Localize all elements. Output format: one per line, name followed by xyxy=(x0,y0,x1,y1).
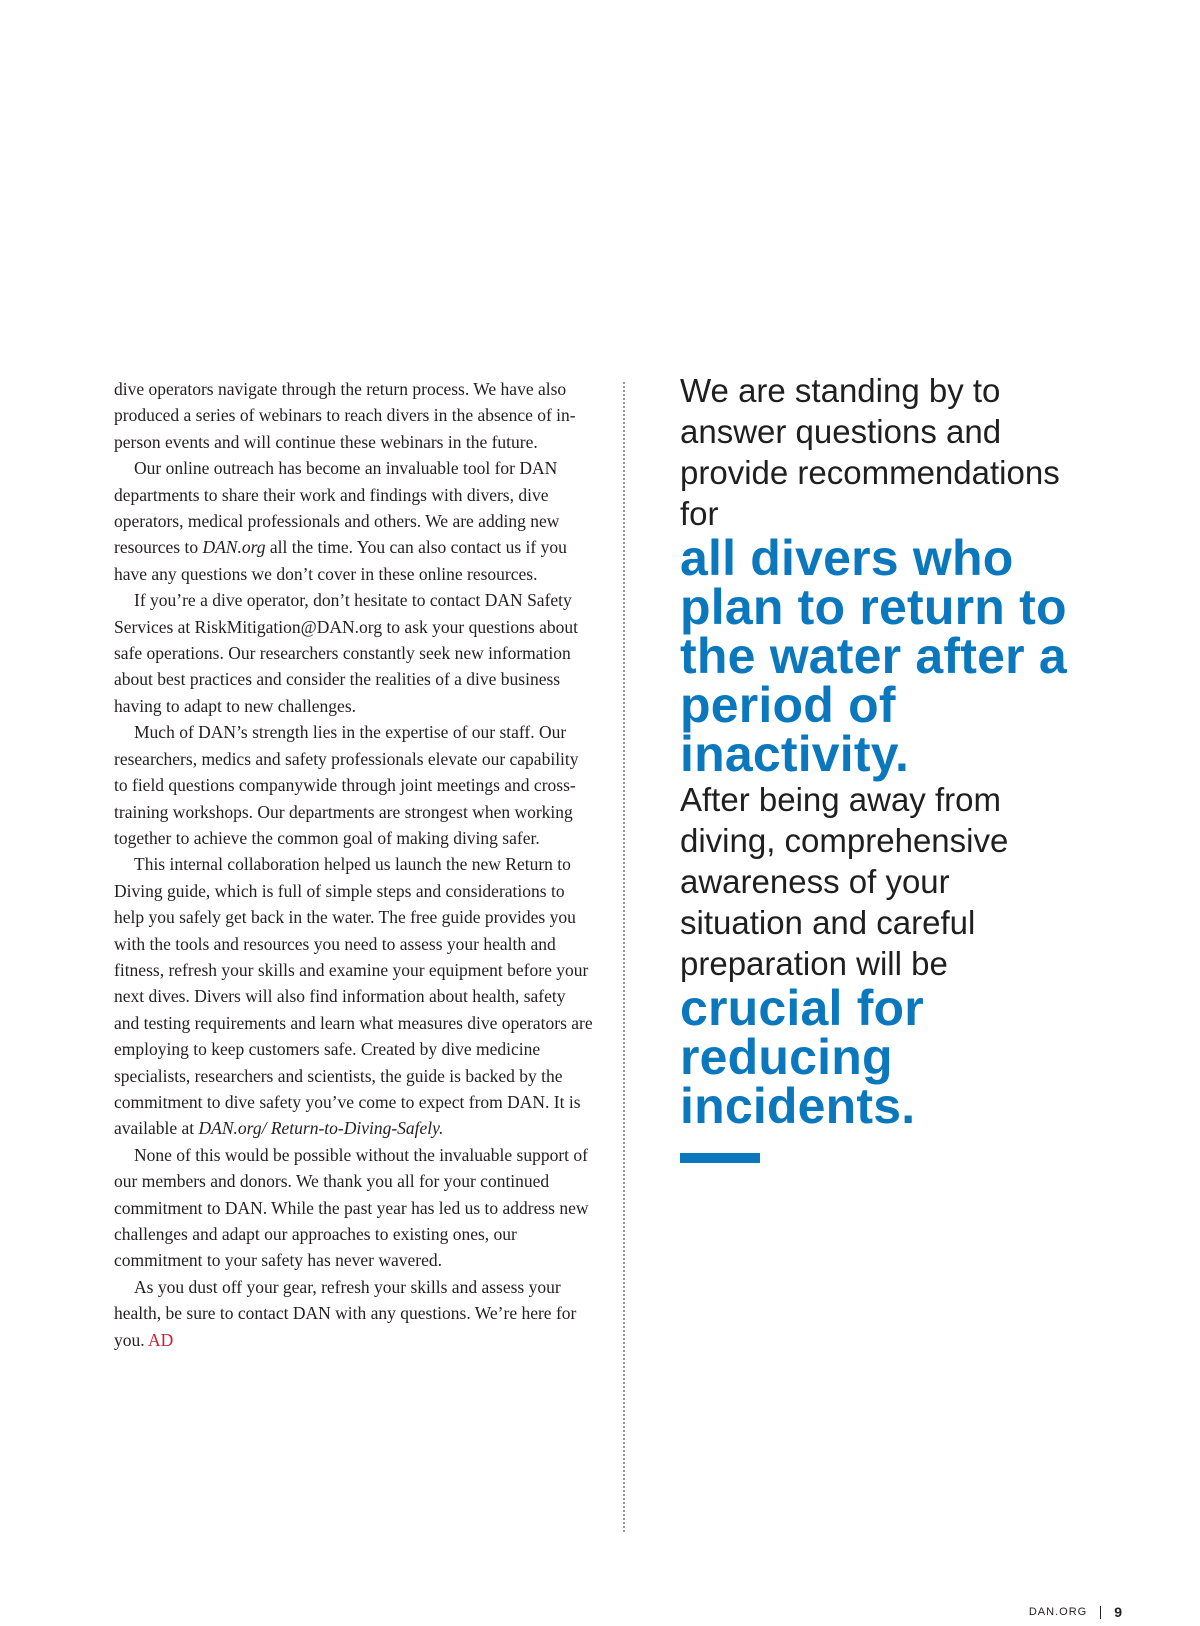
paragraph-2 xyxy=(114,455,594,587)
footer-separator xyxy=(1100,1606,1101,1619)
paragraph-5 xyxy=(114,851,594,1141)
page-number: 9 xyxy=(1114,1604,1122,1620)
footer-site: DAN.ORG xyxy=(1028,1606,1088,1618)
pull-quote-highlight-2: crucial for reducing incidents. xyxy=(680,980,924,1134)
accent-bar xyxy=(680,1153,760,1163)
pull-quote-intro: We are standing by to answer questions and provide recommendations for xyxy=(680,372,1060,532)
paragraph-1: dive operators navigate through the return process. We have also produced a series of webinars to reach divers in the absence of in-person events and will continue these webinars in the future. xyxy=(114,379,576,452)
column-divider xyxy=(623,382,625,1532)
article-body xyxy=(114,376,594,1353)
page-footer xyxy=(1029,1604,1122,1620)
paragraph-7-text: As you dust off your gear, refresh your skills and assess your health, be sure to contact DAN with any questions. We’re here for you. xyxy=(114,1276,577,1350)
paragraph-7 xyxy=(114,1274,594,1353)
paragraph-6: None of this would be possible without the invaluable support of our members and donors. We thank you all for your continued commitment to DAN. While the past year has led us to address new challenges and adapt our approaches to existing ones, our commitment to your safety has never wavered. xyxy=(114,1144,589,1271)
paragraph-5-text: This internal collaboration helped us launch the new Return to Diving guide, which is full of simple steps and considerations to help you safely get back in the water. The free guide provides you with the tools and resources you need to assess your health and fitness, refresh your skills and examine your equipment before your next dives. Divers will also find information about health, safety and testing requirements and learn what measures dive operators are employing to keep customers safe. Created by dive medicine specialists, researchers and scientists, the guide is backed by the commitment to dive safety you’ve come to expect from DAN. It is available at xyxy=(114,854,593,1139)
pull-quote xyxy=(680,370,1080,1163)
pull-quote-middle: After being away from diving, comprehensive awareness of your situation and careful preparation will be xyxy=(680,781,1009,982)
author-signature: AD xyxy=(148,1329,174,1350)
paragraph-2-text-b: all the time. You can also contact us if you have any questions we don’t cover in these online resources. xyxy=(114,537,567,584)
pull-quote-highlight-1: all divers who plan to return to the water after a period of inactivity. xyxy=(680,530,1067,782)
paragraph-2-text-a: Our online outreach has become an invaluable tool for DAN departments to share their work and findings with divers, dive operators, medical professionals and others. We are adding new resources to xyxy=(114,458,560,558)
return-to-diving-link: DAN.org/ Return-to-Diving-Safely. xyxy=(198,1118,444,1139)
dan-org-link: DAN.org xyxy=(202,537,266,558)
paragraph-4: Much of DAN’s strength lies in the expertise of our staff. Our researchers, medics and safety professionals elevate our capability to field questions companywide through joint meetings and cross-training workshops. Our departments are strongest when working together to achieve the common goal of making diving safer. xyxy=(114,722,579,848)
paragraph-3: If you’re a dive operator, don’t hesitate to contact DAN Safety Services at RiskMitigation@DAN.org to ask your questions about safe operations. Our researchers constantly seek new information about best practices and consider the realities of a dive business having to adapt to new challenges. xyxy=(114,590,578,716)
